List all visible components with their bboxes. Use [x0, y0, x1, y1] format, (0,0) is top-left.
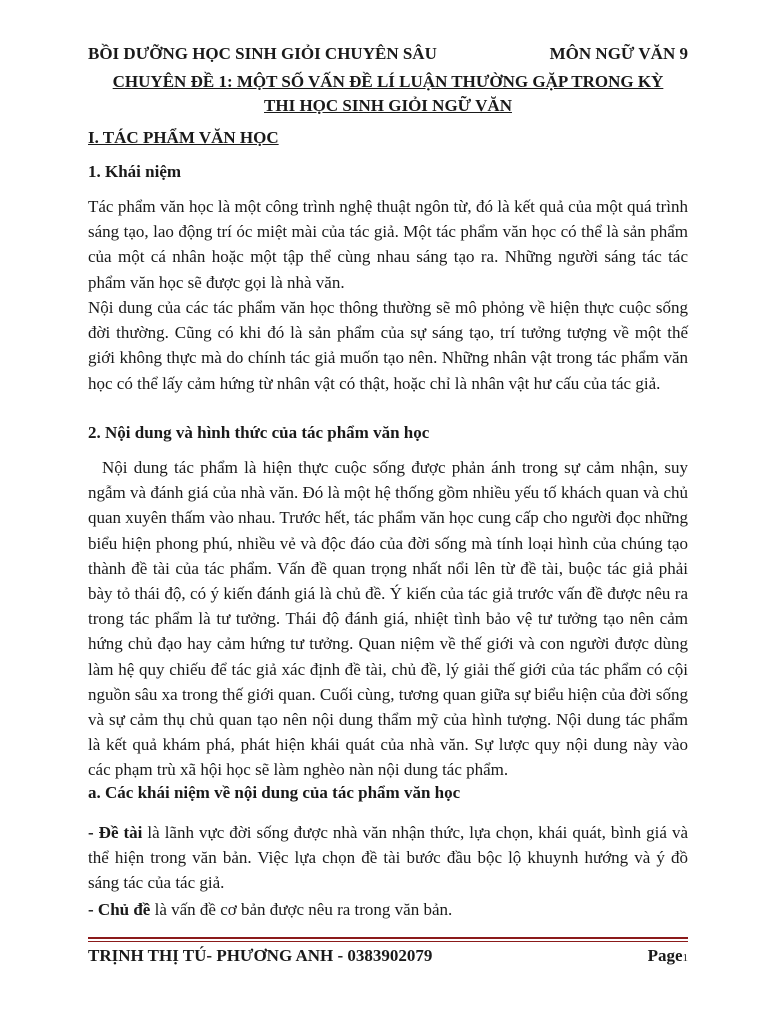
header-subject: MÔN NGỮ VĂN 9 [549, 44, 688, 63]
paragraph-2: Nội dung của các tác phẩm văn học thông thường sẽ mô phỏng về hiện thực cuộc sống đời thường. Cũng có khi đó là sản phẩm của sự sáng tạo, trí tưởng tượng về một thế giới không thực mà do chính tác giả muốn tạo nên. Những nhân vật trong tác phẩm văn học có thể lấy cảm hứng từ nhân vật có thật, hoặc chỉ là nhân vật hư cấu của tác giả. [88, 298, 688, 393]
footer-page-number: 1 [682, 952, 688, 964]
term-theme: - Chủ đề [88, 900, 151, 919]
subheading-content-concepts: a. Các khái niệm về nội dung của tác phẩm văn học [88, 783, 461, 802]
term-topic: - Đề tài [88, 823, 143, 842]
footer-author: TRỊNH THỊ TÚ- PHƯƠNG ANH - 0383902079 [88, 946, 433, 965]
subheading-concept: 1. Khái niệm [88, 162, 182, 181]
document-title [88, 70, 688, 118]
section-heading: I. TÁC PHẨM VĂN HỌC [88, 128, 279, 147]
title-line-2: THI HỌC SINH GIỎI NGỮ VĂN [264, 96, 512, 115]
paragraph-3: Nội dung tác phẩm là hiện thực cuộc sống được phản ánh trong sự cảm nhận, suy ngẫm và đánh giá của nhà văn. Đó là một hệ thống gồm nhiều yếu tố khách quan và chủ quan xuyên thấm vào nhau. Trước hết, tác phẩm văn học cung cấp cho người đọc những biểu hiện phong phú, nhiều vẻ và độc đáo của đời sống mà tính loại hình của chúng tạo thành đề tài của tác phẩm. Vấn đề quan trọng nhất nổi lên từ đề tài, buộc tác giả phải bày tỏ thái độ, có ý kiến đánh giá là chủ đề. Ý kiến của tác giả trước vấn đề được nêu ra trong tác phẩm là tư tưởng. Thái độ đánh giá, nhiệt tình bảo vệ tư tưởng tạo nên cảm hứng chủ đạo hay cảm hứng tư tưởng. Quan niệm về thế giới và con người được dùng làm hệ quy chiếu để tác giả xác định đề tài, chủ đề, lý giải thế giới của tác phẩm có cội nguồn sâu xa trong thế giới quan. Cuối cùng, tương quan giữa sự biểu hiện của đời sống và sự cảm thụ chủ quan tạo nên nội dung thẩm mỹ của hình tượng. Nội dung tác phẩm là kết quả khám phá, phát hiện khái quát của nhà văn. Sự lược quy nội dung này vào các phạm trù xã hội học sẽ làm nghèo nàn nội dung tác phẩm. [88, 458, 688, 780]
header-course-title: BỒI DƯỠNG HỌC SINH GIỎI CHUYÊN SÂU [88, 44, 437, 63]
footer-page-label: Page [647, 946, 683, 965]
definition-topic: là lãnh vực đời sống được nhà văn nhận thức, lựa chọn, khái quát, bình giá và thể hiện trong văn bản. Việc lựa chọn đề tài bước đầu bộc lộ khuynh hướng và ý đồ sáng tác của tác giả. [88, 823, 688, 893]
definition-theme: là vấn đề cơ bản được nêu ra trong văn bản. [150, 900, 453, 919]
subheading-content-form: 2. Nội dung và hình thức của tác phẩm văn học [88, 423, 430, 442]
page-header [88, 44, 688, 68]
title-line-1: CHUYÊN ĐỀ 1: MỘT SỐ VẤN ĐỀ LÍ LUẬN THƯỜNG GẶP TRONG KỲ [112, 72, 664, 91]
list-item-theme [88, 897, 688, 922]
footer-page [648, 946, 688, 966]
page-footer [88, 946, 688, 970]
footer-rule-thin [88, 941, 688, 942]
list-item-topic [88, 820, 688, 896]
footer-rule-thick [88, 937, 688, 939]
paragraph-1: Tác phẩm văn học là một công trình nghệ thuật ngôn từ, đó là kết quả của một quá trình sáng tạo, lao động trí óc miệt mài của tác giả. Một tác phẩm văn học có thể là sản phẩm của một cá nhân hoặc một tập thể cùng nhau sáng tạo ra. Những người sáng tác tác phẩm văn học sẽ được gọi là nhà văn. [88, 197, 688, 292]
